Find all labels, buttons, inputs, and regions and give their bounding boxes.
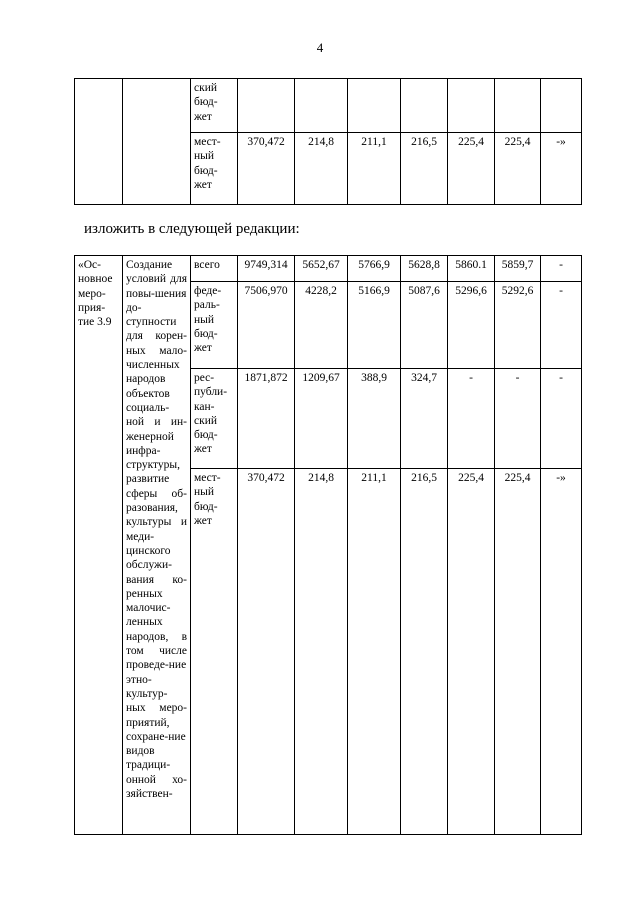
value-cell: 216,5 [401, 469, 448, 835]
value-cell [541, 79, 582, 133]
value-cell: 211,1 [348, 133, 401, 205]
table-row [75, 79, 582, 133]
value-cell: 1871,872 [238, 369, 295, 469]
value-cell: -» [541, 469, 582, 835]
budget-type: мест- ный бюд- жет [191, 469, 238, 835]
value-cell: 214,8 [295, 469, 348, 835]
value-cell [448, 79, 495, 133]
budget-type: всего [191, 256, 238, 282]
measure-table [74, 255, 582, 835]
value-cell: 5292,6 [495, 282, 541, 369]
value-cell: 211,1 [348, 469, 401, 835]
value-cell: 9749,314 [238, 256, 295, 282]
value-cell: 370,472 [238, 469, 295, 835]
value-cell: 5296,6 [448, 282, 495, 369]
value-cell: 216,5 [401, 133, 448, 205]
page-number: 4 [316, 40, 324, 55]
value-cell: 225,4 [448, 469, 495, 835]
value-cell: 5166,9 [348, 282, 401, 369]
value-cell [295, 79, 348, 133]
value-cell [238, 79, 295, 133]
value-cell: - [541, 369, 582, 469]
value-cell: 5652,67 [295, 256, 348, 282]
value-cell: - [541, 282, 582, 369]
budget-type: рес- публи- кан- ский бюд- жет [191, 369, 238, 469]
value-cell: 4228,2 [295, 282, 348, 369]
value-cell: 388,9 [348, 369, 401, 469]
measure-description: Создание условий для повы-шения до-ступности для корен-ных мало-численных народов объектов социаль-ной и ин-женерной инфра-структуры, развитие сферы об-разования, культуры и меди-цинского обслужи-вания ко-ренных малочис-ленных народов, в том числе проведе-ние этно-культур-ных меро-приятий, сохране-ние видов традици-онной хо-зяйствен- [123, 256, 191, 835]
empty-cell [123, 79, 191, 205]
value-cell: 5766,9 [348, 256, 401, 282]
value-cell: 225,4 [495, 133, 541, 205]
value-cell [401, 79, 448, 133]
value-cell: 225,4 [448, 133, 495, 205]
value-cell: 370,472 [238, 133, 295, 205]
budget-type: феде- раль- ный бюд- жет [191, 282, 238, 369]
empty-cell [75, 79, 123, 205]
value-cell: 214,8 [295, 133, 348, 205]
value-cell: 1209,67 [295, 369, 348, 469]
value-cell: -» [541, 133, 582, 205]
value-cell: 225,4 [495, 469, 541, 835]
value-cell: 324,7 [401, 369, 448, 469]
value-cell: 7506,970 [238, 282, 295, 369]
value-cell: - [541, 256, 582, 282]
lead-text: изложить в следующей редакции: [84, 221, 300, 237]
item-label: «Ос- новное меро- прия- тие 3.9 [75, 256, 123, 835]
value-cell: 5628,8 [401, 256, 448, 282]
value-cell [495, 79, 541, 133]
budget-type: мест- ный бюд- жет [191, 133, 238, 205]
value-cell [348, 79, 401, 133]
value-cell: 5087,6 [401, 282, 448, 369]
continuation-table [74, 78, 582, 205]
value-cell: 5860.1 [448, 256, 495, 282]
value-cell: 5859,7 [495, 256, 541, 282]
value-cell: - [448, 369, 495, 469]
value-cell: - [495, 369, 541, 469]
table-row [75, 256, 582, 282]
budget-type: ский бюд- жет [191, 79, 238, 133]
